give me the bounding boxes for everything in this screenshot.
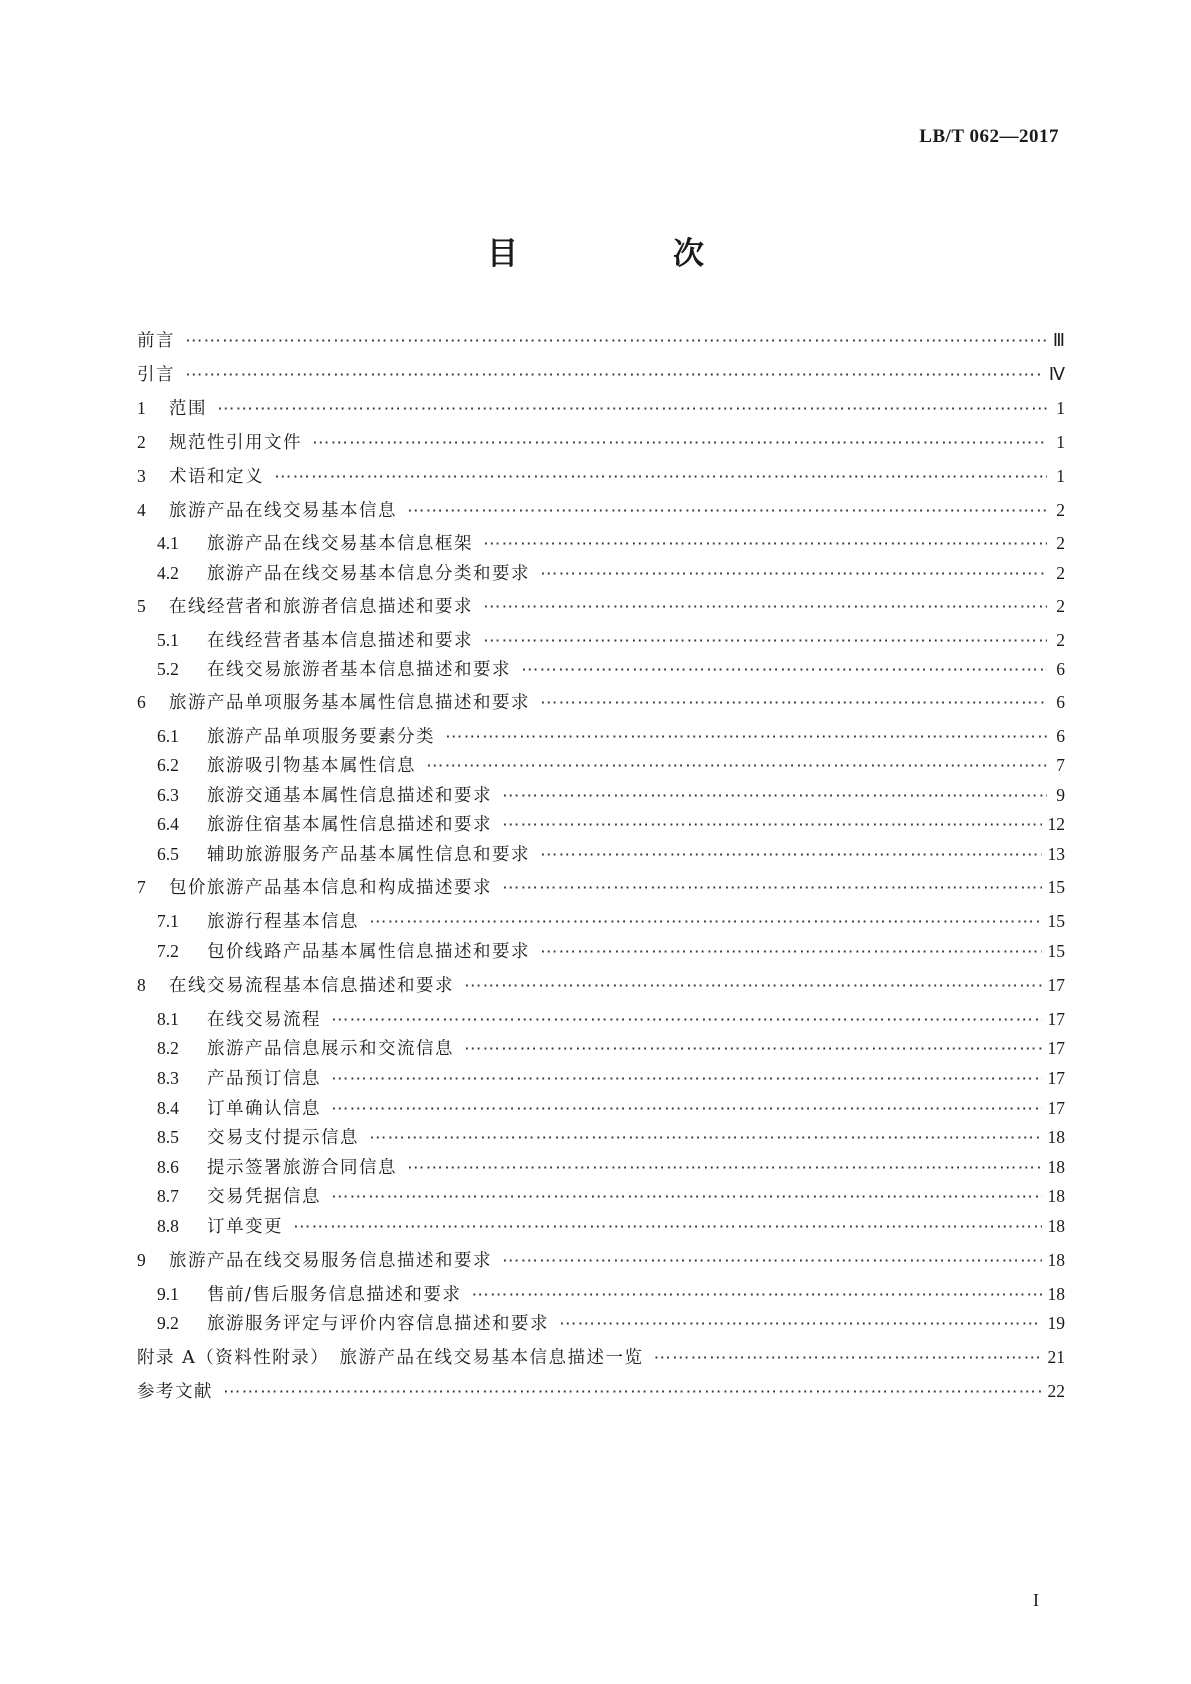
toc-entry-number: 4	[137, 500, 146, 520]
toc-entry-number: 8.8	[157, 1216, 179, 1236]
toc-entry-title: 附录 A（资料性附录） 旅游产品在线交易基本信息描述一览	[137, 1348, 644, 1368]
dot-leader	[445, 724, 1047, 750]
toc-entry-title: 售前/售后服务信息描述和要求	[207, 1285, 462, 1305]
dot-leader	[559, 1311, 1042, 1337]
toc-entry[interactable]	[137, 1247, 1065, 1273]
toc-entry[interactable]	[137, 395, 1065, 421]
toc-entry[interactable]	[137, 361, 1065, 387]
toc-entry[interactable]	[137, 1344, 1065, 1370]
toc-entry-title: 旅游吸引物基本属性信息	[207, 756, 416, 776]
toc-entry-title: 在线交易流程基本信息描述和要求	[169, 976, 454, 996]
standard-code: LB/T 062—2017	[919, 126, 1059, 147]
toc-entry-page: 2	[1056, 533, 1065, 553]
toc-entry-page: 2	[1056, 630, 1065, 650]
dot-leader	[223, 1379, 1042, 1405]
toc-entry-number: 8.5	[157, 1127, 179, 1147]
toc-entry-number: 6.1	[157, 726, 179, 746]
toc-entry-page: 2	[1056, 563, 1065, 583]
toc-entry[interactable]	[137, 972, 1065, 998]
toc-entry-number: 6.4	[157, 814, 179, 834]
toc-entry-page: 18	[1047, 1284, 1065, 1304]
toc-entry-title: 规范性引用文件	[169, 433, 302, 453]
dot-leader	[331, 1007, 1042, 1033]
toc-entry-number: 6.5	[157, 844, 179, 864]
toc-entry-number: 4.2	[157, 563, 179, 583]
toc-entry[interactable]	[137, 429, 1065, 455]
dot-leader	[407, 498, 1047, 524]
toc-entry-page: 6	[1056, 726, 1065, 746]
toc-entry[interactable]	[157, 1310, 1065, 1336]
toc-entry-page: Ⅳ	[1048, 364, 1065, 384]
toc-entry-page: 15	[1047, 941, 1065, 961]
toc-entry-page: 6	[1056, 659, 1065, 679]
toc-entry-page: 2	[1056, 596, 1065, 616]
toc-entry[interactable]	[157, 1213, 1065, 1239]
toc-entry[interactable]	[157, 656, 1065, 682]
toc-entry-page: 2	[1056, 500, 1065, 520]
toc-entry[interactable]	[157, 1035, 1065, 1061]
toc-entry-title: 包价旅游产品基本信息和构成描述要求	[169, 878, 492, 898]
toc-entry-title: 旅游交通基本属性信息描述和要求	[207, 786, 492, 806]
toc-entry-title: 前言	[137, 331, 175, 351]
toc-entry-number: 6	[137, 692, 146, 712]
toc-entry-title: 交易支付提示信息	[207, 1128, 359, 1148]
toc-entry[interactable]	[137, 463, 1065, 489]
toc-entry-page: 15	[1047, 877, 1065, 897]
toc-entry[interactable]	[157, 530, 1065, 556]
toc-entry-number: 6.3	[157, 785, 179, 805]
dot-leader	[426, 753, 1047, 779]
toc-entry-title: 包价线路产品基本属性信息描述和要求	[207, 942, 530, 962]
dot-leader	[331, 1184, 1042, 1210]
toc-entry-title: 订单变更	[207, 1217, 283, 1237]
toc-entry[interactable]	[157, 908, 1065, 934]
toc-entry-page: 18	[1047, 1186, 1065, 1206]
toc-entry-number: 9.2	[157, 1313, 179, 1333]
toc-entry[interactable]	[157, 1065, 1065, 1091]
toc-entry-title: 旅游服务评定与评价内容信息描述和要求	[207, 1314, 549, 1334]
toc-entry-title: 范围	[169, 399, 207, 419]
dot-leader	[483, 531, 1047, 557]
dot-leader	[185, 328, 1047, 354]
dot-leader	[502, 875, 1042, 901]
toc-entry-title: 旅游产品在线交易基本信息	[169, 501, 397, 521]
toc-entry-number: 7.1	[157, 911, 179, 931]
toc-entry-page: 1	[1056, 466, 1065, 486]
toc-entry[interactable]	[157, 560, 1065, 586]
toc-entry-title: 交易凭据信息	[207, 1187, 321, 1207]
toc-entry-number: 2	[137, 432, 146, 452]
dot-leader	[217, 396, 1047, 422]
dot-leader	[464, 973, 1042, 999]
toc-entry-page: 22	[1047, 1381, 1065, 1401]
toc-entry[interactable]	[157, 938, 1065, 964]
toc-entry-number: 8.4	[157, 1098, 179, 1118]
toc-entry-number: 5.1	[157, 630, 179, 650]
toc-entry[interactable]	[157, 1095, 1065, 1121]
toc-entry-number: 3	[137, 466, 146, 486]
dot-leader	[483, 594, 1047, 620]
toc-entry-number: 4.1	[157, 533, 179, 553]
dot-leader	[407, 1155, 1042, 1181]
dot-leader	[540, 939, 1042, 965]
toc-entry-title: 在线交易流程	[207, 1010, 321, 1030]
toc-entry[interactable]	[157, 723, 1065, 749]
page-number: I	[1033, 1590, 1039, 1610]
toc-entry-page: 7	[1056, 755, 1065, 775]
toc-entry-title: 旅游产品信息展示和交流信息	[207, 1039, 454, 1059]
toc-entry-title: 旅游产品单项服务基本属性信息描述和要求	[169, 693, 530, 713]
toc-entry-page: 17	[1047, 975, 1065, 995]
toc-entry[interactable]	[157, 811, 1065, 837]
toc-entry-page: 1	[1056, 398, 1065, 418]
toc-entry-page: 18	[1047, 1127, 1065, 1147]
dot-leader	[293, 1214, 1042, 1240]
toc-entry-title: 旅游产品单项服务要素分类	[207, 727, 435, 747]
toc-entry[interactable]	[137, 497, 1065, 523]
toc-entry-number: 8.7	[157, 1186, 179, 1206]
toc-entry-number: 8.1	[157, 1009, 179, 1029]
dot-leader	[540, 561, 1047, 587]
toc-entry[interactable]	[157, 1281, 1065, 1307]
toc-entry[interactable]	[137, 1378, 1065, 1404]
toc-entry-title: 旅游住宿基本属性信息描述和要求	[207, 815, 492, 835]
dot-leader	[369, 1125, 1042, 1151]
dot-leader	[540, 842, 1042, 868]
toc-entry[interactable]	[157, 752, 1065, 778]
toc-entry-title: 在线经营者基本信息描述和要求	[207, 631, 473, 651]
dot-leader	[471, 1282, 1041, 1308]
toc-entry-page: 6	[1056, 692, 1065, 712]
toc-entry[interactable]	[157, 782, 1065, 808]
dot-leader	[312, 430, 1047, 456]
toc-entry-page: 18	[1047, 1157, 1065, 1177]
toc-entry-title: 辅助旅游服务产品基本属性信息和要求	[207, 845, 530, 865]
toc-entry-page: 1	[1056, 432, 1065, 452]
toc-entry-number: 8.2	[157, 1038, 179, 1058]
dot-leader	[653, 1345, 1041, 1371]
toc-entry-page: 18	[1047, 1216, 1065, 1236]
toc-entry[interactable]	[157, 841, 1065, 867]
toc-entry-title: 在线交易旅游者基本信息描述和要求	[207, 660, 511, 680]
dot-leader	[369, 909, 1042, 935]
toc-entry-page: 15	[1047, 911, 1065, 931]
toc-entry-title: 产品预订信息	[207, 1069, 321, 1089]
toc-entry-number: 7	[137, 877, 146, 897]
toc-entry-title: 参考文献	[137, 1382, 213, 1402]
dot-leader	[274, 464, 1047, 490]
toc-entry-title: 旅游产品在线交易基本信息框架	[207, 534, 473, 554]
toc-entry-page: 21	[1047, 1347, 1065, 1367]
toc-entry-title: 订单确认信息	[207, 1099, 321, 1119]
toc-entry-page: 17	[1047, 1098, 1065, 1118]
toc-entry-page: 17	[1047, 1068, 1065, 1088]
toc-entry-number: 9	[137, 1250, 146, 1270]
dot-leader	[540, 690, 1047, 716]
dot-leader	[185, 362, 1043, 388]
toc-entry[interactable]	[157, 1154, 1065, 1180]
toc-entry-page: 19	[1047, 1313, 1065, 1333]
toc-entry[interactable]	[157, 1006, 1065, 1032]
toc-entry-number: 5.2	[157, 659, 179, 679]
toc-entry-page: 9	[1056, 785, 1065, 805]
toc-entry-page: 17	[1047, 1009, 1065, 1029]
dot-leader	[502, 1248, 1042, 1274]
toc-entry[interactable]	[137, 593, 1065, 619]
toc-entry-title: 引言	[137, 365, 175, 385]
toc-entry-title: 旅游产品在线交易服务信息描述和要求	[169, 1251, 492, 1271]
dot-leader	[521, 657, 1047, 683]
toc-title: 目 次	[487, 236, 766, 272]
toc-entry-title: 在线经营者和旅游者信息描述和要求	[169, 597, 473, 617]
toc-entry-number: 9.1	[157, 1284, 179, 1304]
toc-entry-title: 旅游产品在线交易基本信息分类和要求	[207, 564, 530, 584]
toc-entry[interactable]	[137, 327, 1065, 353]
toc-entry-page: 17	[1047, 1038, 1065, 1058]
toc-entry-page: 12	[1047, 814, 1065, 834]
toc-entry-number: 1	[137, 398, 146, 418]
toc-entry-number: 8.3	[157, 1068, 179, 1088]
toc-entry-number: 8	[137, 975, 146, 995]
toc-entry-title: 术语和定义	[169, 467, 264, 487]
dot-leader	[464, 1036, 1042, 1062]
dot-leader	[483, 628, 1047, 654]
dot-leader	[502, 812, 1042, 838]
toc-entry-number: 8.6	[157, 1157, 179, 1177]
toc-entry-page: 13	[1047, 844, 1065, 864]
toc-entry-number: 6.2	[157, 755, 179, 775]
dot-leader	[331, 1096, 1042, 1122]
toc-entry-number: 5	[137, 596, 146, 616]
toc-entry-page: Ⅲ	[1052, 330, 1065, 350]
toc-entry[interactable]	[157, 627, 1065, 653]
toc-entry[interactable]	[157, 1124, 1065, 1150]
toc-entry[interactable]	[137, 874, 1065, 900]
dot-leader	[331, 1066, 1042, 1092]
toc-entry-number: 7.2	[157, 941, 179, 961]
toc-entry[interactable]	[137, 689, 1065, 715]
toc-entry[interactable]	[157, 1183, 1065, 1209]
toc-entry-title: 提示签署旅游合同信息	[207, 1158, 397, 1178]
dot-leader	[502, 783, 1047, 809]
toc-entry-title: 旅游行程基本信息	[207, 912, 359, 932]
toc-entry-page: 18	[1047, 1250, 1065, 1270]
